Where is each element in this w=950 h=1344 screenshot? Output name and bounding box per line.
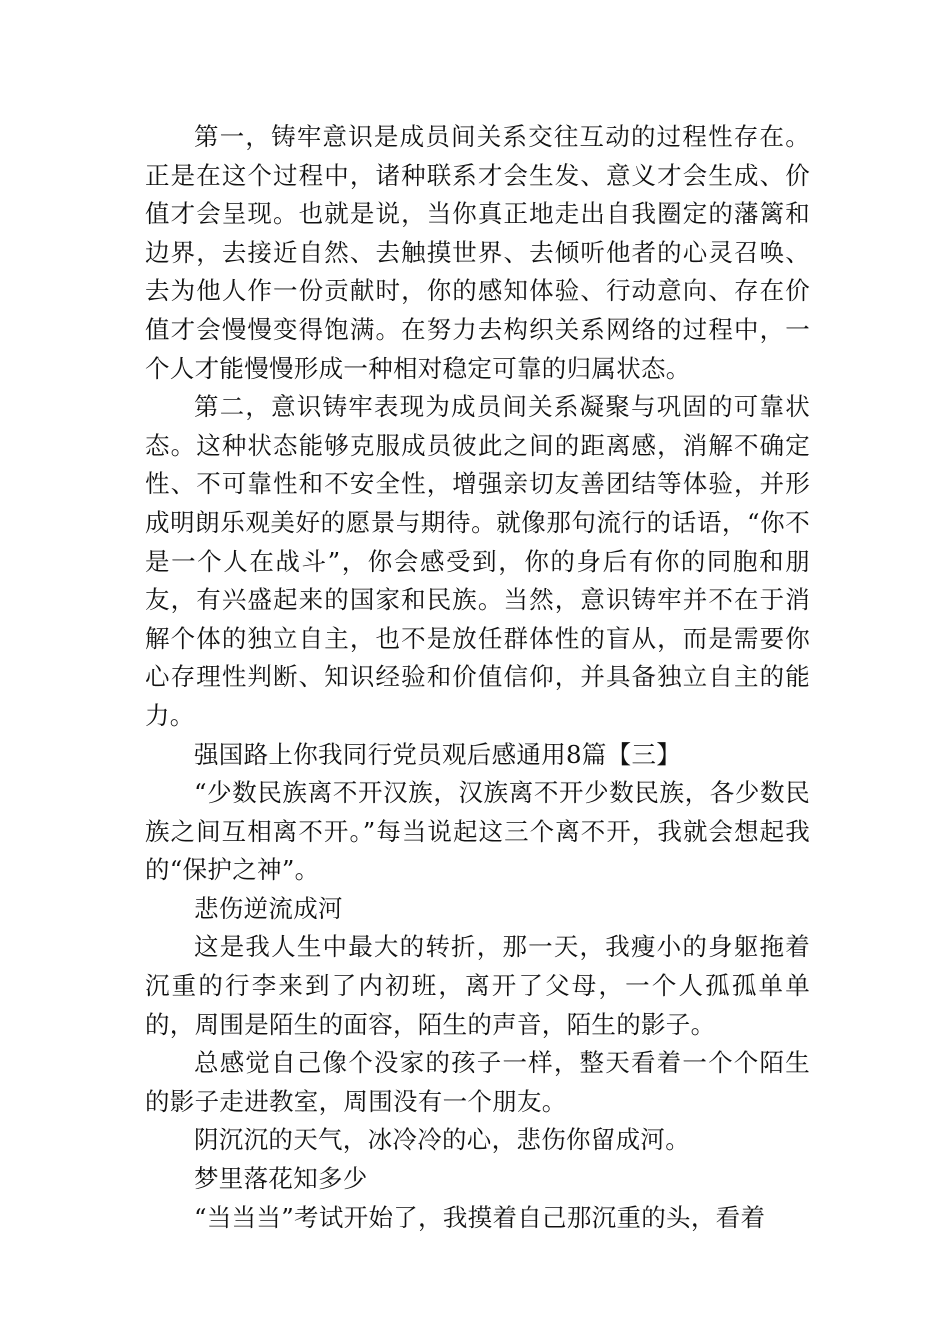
paragraph-point-one: 第一，铸牢意识是成员间关系交往互动的过程性存在。正是在这个过程中，诸种联系才会生发、意义才会生成、价值才会呈现。也就是说，当你真正地走出自我圈定的藩篱和边界，去接近自然、去触摸世界、去倾听他者的心灵召唤、去为他人作一份贡献时，你的感知体验、行动意向、存在价值才会慢慢变得饱满。在努力去构织关系网络的过程中，一个人才能慢慢形成一种相对稳定可靠的归属状态。 [145,122,810,383]
section-heading: 强国路上你我同行党员观后感通用8篇【三】 [194,739,682,769]
paragraph-point-two: 第二，意识铸牢表现为成员间关系凝聚与巩固的可靠状态。这种状态能够克服成员彼此之间的距离感，消解不确定性、不可靠性和不安全性，增强亲切友善团结等体验，并形成明朗乐观美好的愿景与期待。就像那句流行的话语，“你不是一个人在战斗”，你会感受到，你的身后有你的同胞和朋友，有兴盛起来的国家和民族。当然，意识铸牢并不在于消解个体的独立自主，也不是放任群体性的盲从，而是需要你心存理性判断、知识经验和价值信仰，并具备独立自主的能力。 [145,392,810,730]
paragraph-turning-point: 这是我人生中最大的转折，那一天，我瘦小的身躯拖着沉重的行李来到了内初班，离开了父母，一个人孤孤单单的，周围是陌生的面容，陌生的声音，陌生的影子。 [145,932,810,1039]
subheading-dream: 梦里落花知多少 [194,1164,368,1194]
document-body [145,118,810,1237]
paragraph-lonely: 总感觉自己像个没家的孩子一样，整天看着一个个陌生的影子走进教室，周围没有一个朋友。 [145,1048,810,1116]
paragraph-quote: “少数民族离不开汉族，汉族离不开少数民族，各少数民族之间互相离不开。”每当说起这三个离不开，我就会想起我的“保护之神”。 [145,778,810,885]
paragraph-weather: 阴沉沉的天气，冰冷冷的心，悲伤你留成河。 [194,1125,690,1155]
subheading-sorrow: 悲伤逆流成河 [194,893,343,923]
paragraph-exam: “当当当”考试开始了，我摸着自己那沉重的头，看着 [194,1202,766,1232]
